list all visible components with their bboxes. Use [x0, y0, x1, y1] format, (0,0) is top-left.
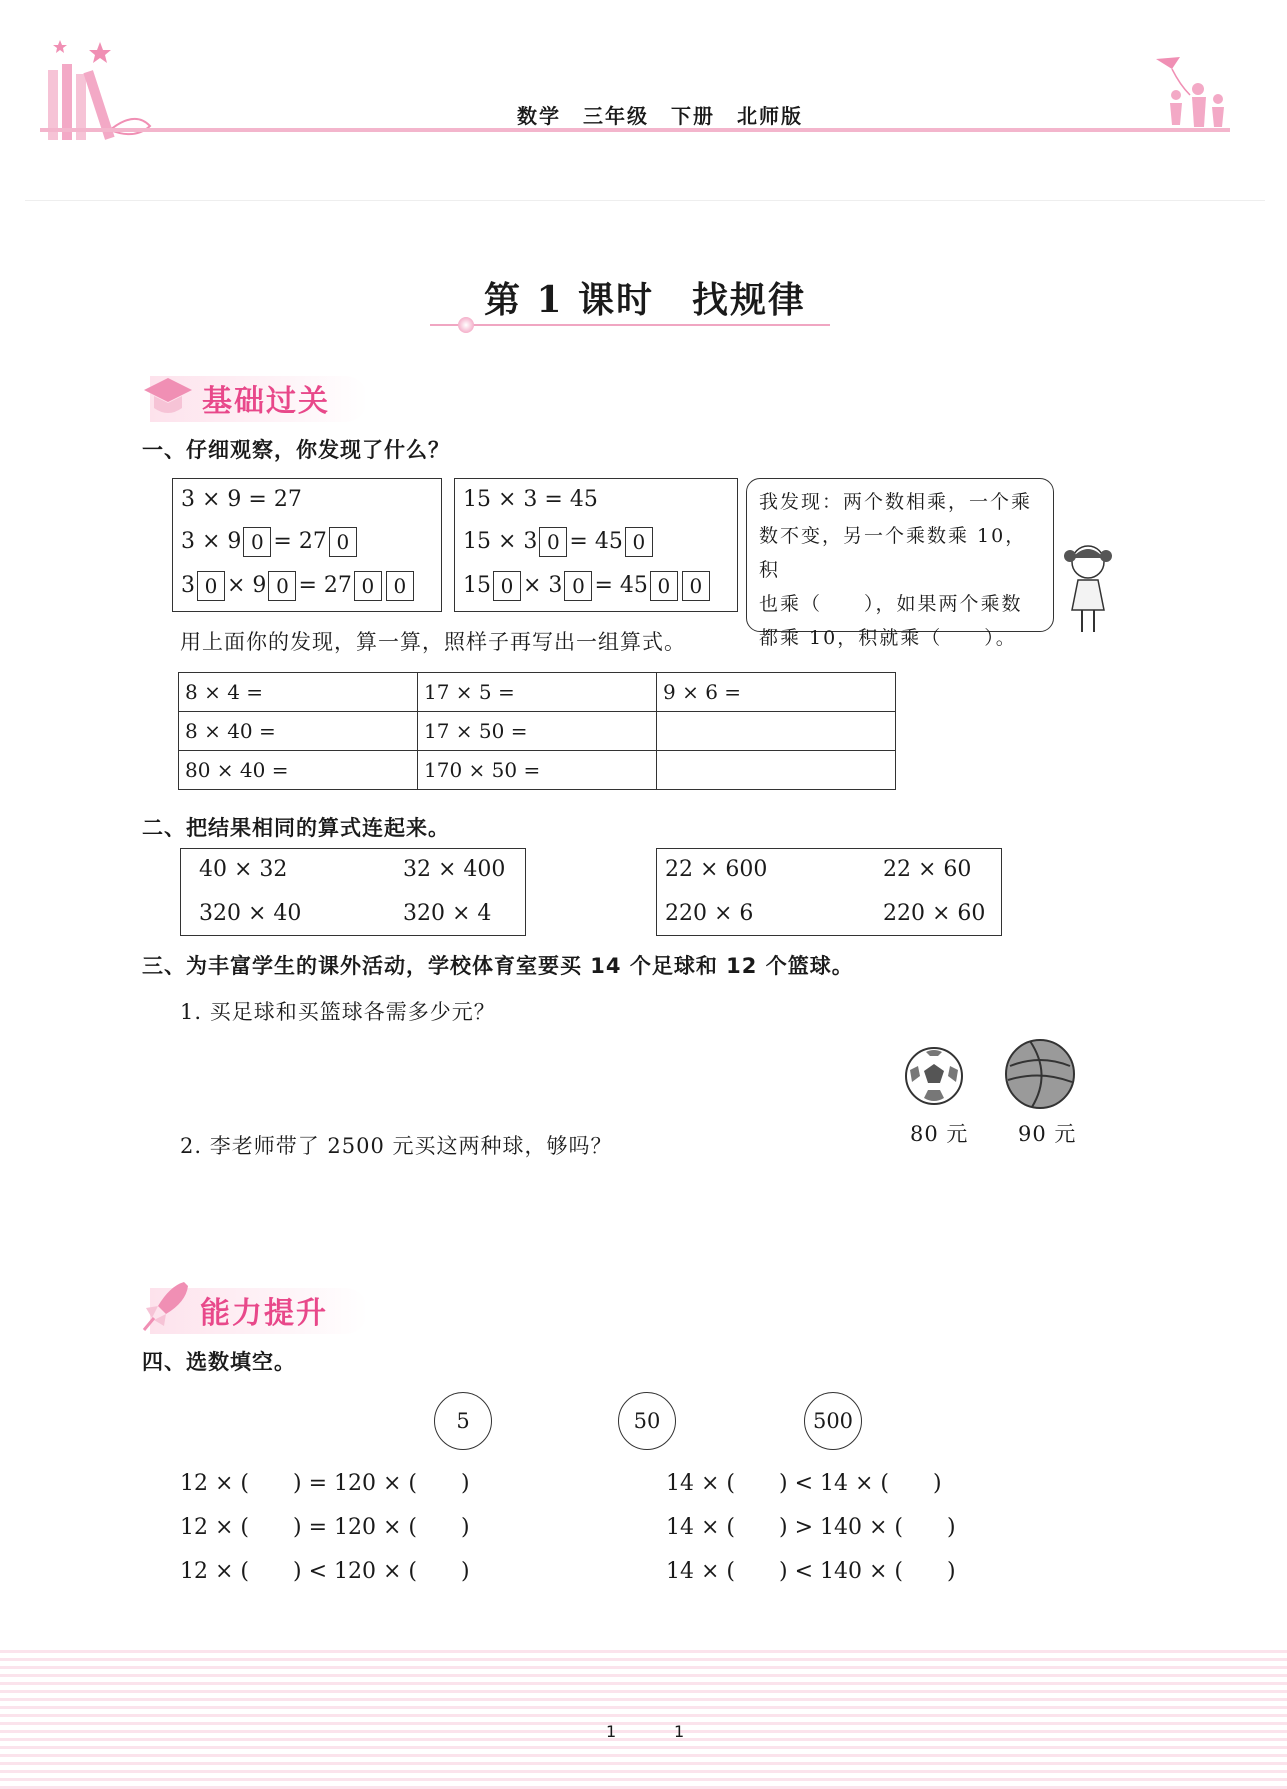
soccer-ball-icon: [902, 1044, 966, 1108]
q2-expr[interactable]: 220 × 6: [665, 901, 754, 926]
q4-left-row-2[interactable]: 12 × ( ) = 120 × ( ): [180, 1515, 470, 1540]
table-row: [179, 751, 896, 790]
title-dot-icon: [458, 317, 474, 333]
children-kite-icon: [1150, 55, 1240, 135]
q1-heading: 一、仔细观察，你发现了什么？: [142, 438, 450, 462]
books-decoration-icon: [40, 30, 160, 150]
table-cell: 8 × 4 =: [179, 673, 418, 712]
zero-box: 0: [625, 527, 653, 557]
q2-expr[interactable]: 22 × 60: [883, 857, 972, 882]
title-underline: [430, 324, 830, 326]
q1-box2-line2: [463, 527, 655, 557]
q1-box2-line3-mid: × 3: [523, 573, 563, 598]
header-divider: [40, 128, 1230, 132]
q3-sub2: 2. 李老师带了 2500 元买这两种球，够吗？: [180, 1134, 613, 1158]
lesson-title: 第 1 课时 找规律: [483, 279, 807, 321]
q1-box-1: [172, 478, 442, 612]
table-cell[interactable]: [657, 712, 896, 751]
zero-box: 0: [197, 571, 225, 601]
q2-expr[interactable]: 320 × 40: [199, 901, 302, 926]
graduation-cap-icon: [140, 370, 196, 422]
table-row: [179, 712, 896, 751]
q1-box2-line3-right: = 45: [594, 573, 648, 598]
q1-instruction: 用上面你的发现，算一算，照样子再写出一组算式。: [180, 630, 686, 654]
table-cell: 9 × 6 =: [657, 673, 896, 712]
choice-five-hundred[interactable]: 500: [804, 1392, 862, 1450]
q2-expr[interactable]: 32 × 400: [403, 857, 506, 882]
q4-heading: 四、选数填空。: [142, 1350, 296, 1374]
speech-line-2: 数不变，另一个乘数乘 10，积: [759, 525, 1027, 581]
q4-right-row-2[interactable]: 14 × ( ) > 140 × ( ): [666, 1515, 956, 1540]
q1-box2-line3: [463, 571, 712, 601]
zero-box: 0: [682, 571, 710, 601]
speech-line-4: 都乘 10，积就乘（ ）。: [759, 627, 1017, 649]
section-label-advanced: 能力提升: [200, 1296, 328, 1331]
zero-box: 0: [493, 571, 521, 601]
speech-line-1: 我发现：两个数相乘，一个乘: [759, 491, 1033, 513]
header-title: 数学 三年级 下册 北师版: [517, 104, 803, 128]
q1-box2-line3-left: 15: [463, 573, 491, 598]
q1-box1-line1: 3 × 9 = 27: [181, 487, 302, 512]
q1-calc-table: [178, 672, 896, 790]
zero-box: 0: [354, 571, 382, 601]
table-cell: 17 × 50 =: [418, 712, 657, 751]
table-cell: 170 × 50 =: [418, 751, 657, 790]
zero-box: 0: [650, 571, 678, 601]
q1-box1-line2-right: = 27: [273, 529, 327, 554]
q1-box1-line3-mid: × 9: [227, 573, 267, 598]
table-cell: 80 × 40 =: [179, 751, 418, 790]
q4-right-row-3[interactable]: 14 × ( ) < 140 × ( ): [666, 1559, 956, 1584]
q2-expr[interactable]: 40 × 32: [199, 857, 288, 882]
footer-band: [0, 1650, 1287, 1789]
q4-right-row-1[interactable]: 14 × ( ) < 14 × ( ): [666, 1471, 942, 1496]
zero-box: 0: [243, 527, 271, 557]
q3-heading: 三、为丰富学生的课外活动，学校体育室要买 14 个足球和 12 个篮球。: [142, 954, 854, 978]
choice-fifty[interactable]: 50: [618, 1392, 676, 1450]
q1-box2-line2-left: 15 × 3: [463, 529, 538, 554]
q2-box-2: [656, 848, 1002, 936]
q1-box1-line2-left: 3 × 9: [181, 529, 242, 554]
table-cell[interactable]: [657, 751, 896, 790]
speech-bubble: [746, 478, 1054, 649]
page-number-left: 1: [606, 1722, 617, 1741]
zero-box: 0: [539, 527, 567, 557]
q2-expr[interactable]: 220 × 60: [883, 901, 986, 926]
q2-expr[interactable]: 22 × 600: [665, 857, 768, 882]
q3-sub1: 1. 买足球和买篮球各需多少元？: [180, 1000, 496, 1024]
q1-box-2: [454, 478, 738, 612]
q2-box-1: [180, 848, 526, 936]
table-cell: 8 × 40 =: [179, 712, 418, 751]
rocket-icon: [140, 1278, 192, 1334]
zero-box: 0: [268, 571, 296, 601]
section-label-basic: 基础过关: [202, 384, 330, 419]
zero-box: 0: [564, 571, 592, 601]
zero-box: 0: [386, 571, 414, 601]
q1-box1-line2: [181, 527, 359, 557]
q1-box2-line1: 15 × 3 = 45: [463, 487, 598, 512]
speech-line-3: 也乘（ ），如果两个乘数: [759, 593, 1023, 615]
zero-box: 0: [329, 527, 357, 557]
soccer-price: 80 元: [910, 1122, 969, 1146]
page-number-right: 1: [674, 1722, 685, 1741]
table-cell: 17 × 5 =: [418, 673, 657, 712]
q1-box1-line3-left: 3: [181, 573, 195, 598]
q4-left-row-1[interactable]: 12 × ( ) = 120 × ( ): [180, 1471, 470, 1496]
q4-left-row-3[interactable]: 12 × ( ) < 120 × ( ): [180, 1559, 470, 1584]
basketball-icon: [1002, 1036, 1078, 1112]
choice-five[interactable]: 5: [434, 1392, 492, 1450]
basketball-price: 90 元: [1018, 1122, 1077, 1146]
table-row: [179, 673, 896, 712]
q1-box1-line3-right: = 27: [298, 573, 352, 598]
q1-box1-line3: [181, 571, 416, 601]
q1-box2-line2-right: = 45: [569, 529, 623, 554]
girl-character-icon: [1058, 540, 1120, 640]
q2-heading: 二、把结果相同的算式连起来。: [142, 816, 450, 840]
q2-expr[interactable]: 320 × 4: [403, 901, 492, 926]
